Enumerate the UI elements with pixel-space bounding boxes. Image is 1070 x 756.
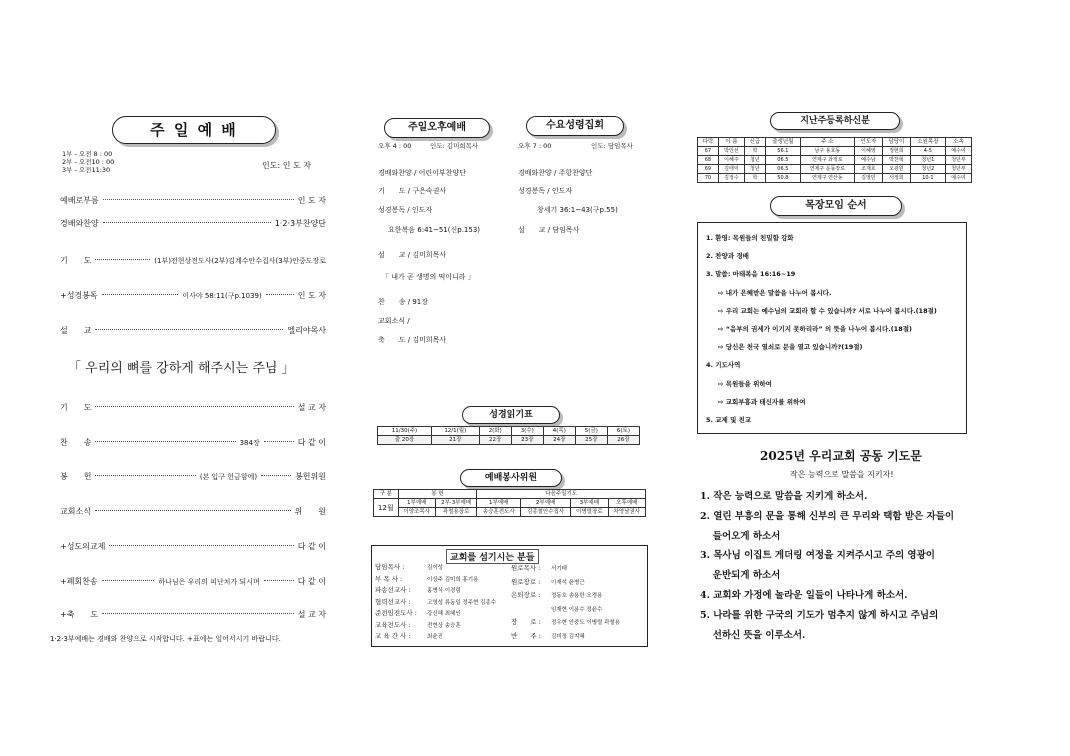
leader-dots <box>261 474 291 476</box>
reading-chapter: 23장 <box>511 436 543 445</box>
committee-member: 곽철용장로 <box>435 508 476 517</box>
order-detail: (본 입구 헌금함에) <box>199 473 258 481</box>
reading-day: 3(수) <box>511 427 543 436</box>
bible-reading-table <box>377 426 640 445</box>
servant-row <box>511 603 620 617</box>
cell-item: ⇨ 교회부흥과 태신자를 위하여 <box>718 397 806 406</box>
footnote: 1·2·3부예배는 경배와 찬양으로 시작합니다. +표에는 일어서시기 바랍니다. <box>50 635 281 643</box>
order-person: 설 교 자 <box>297 403 326 412</box>
wednesday-line: 창세기 36:1~43(구p.55) <box>537 206 618 214</box>
cell-item: ⇨ 우리 교회는 예수님의 교회라 할 수 있습니까? 서로 나누어 봅시다.(18절) <box>718 306 937 315</box>
prayer-line: 4. 교회와 가정에 놀라운 일들이 나타나게 하소서. <box>700 589 908 601</box>
order-row <box>60 609 326 620</box>
newcomer-header: 다락 <box>698 138 719 147</box>
wednesday-leader: 인도: 담임목사 <box>591 142 633 150</box>
committee-subhead: 2부예배 <box>521 499 571 508</box>
servant-row <box>511 616 620 630</box>
committee-subhead: 3부예배 <box>571 499 608 508</box>
order-row <box>60 290 326 301</box>
servants-right <box>511 562 620 643</box>
newcomer-cell: 청년 <box>744 156 765 165</box>
committee-member: 김종철안수집사 <box>521 508 571 517</box>
servant-row <box>375 562 496 574</box>
service-times: 1부 - 오전 8 : 00 2부 - 오전10 : 00 3부 - 오전11:30 <box>62 150 115 174</box>
newcomer-row <box>698 165 972 174</box>
committee-member: 이양조목사 <box>398 508 435 517</box>
newcomer-cell: 연제구 운동장로 <box>800 165 854 174</box>
newcomer-header: 출생년월 <box>765 138 800 147</box>
cell-meeting-box <box>697 222 967 434</box>
servant-names: 정우현 안중도 이병렬 곽철용 <box>551 620 621 626</box>
afternoon-time: 오후 4 : 00 <box>378 142 412 150</box>
committee-member: 송승훈전도사 <box>477 508 521 517</box>
newcomer-cell: 조재호 <box>854 165 882 174</box>
servant-role: 장 로 : <box>511 618 541 626</box>
reading-chapter: 출 20장 <box>378 436 432 445</box>
newcomer-cell: 50.8 <box>765 174 800 183</box>
cell-item: ⇨ “음부의 권세가 이기지 못하리라” 의 뜻을 나누어 봅시다.(18절) <box>718 324 912 333</box>
newcomer-row <box>698 174 972 183</box>
servant-names: 정동호 송용한 오경용 <box>551 593 603 599</box>
newcomer-cell: 이혜영 <box>854 147 882 156</box>
cell-item: ⇨ 목원들을 위하여 <box>718 379 772 388</box>
leader-dots <box>264 579 294 581</box>
order-label: +폐회찬송 <box>60 577 98 586</box>
prayer-line: 1. 작은 능력으로 말씀을 지키게 하소서. <box>700 491 868 502</box>
order-person: 엘리야목사 <box>287 326 326 335</box>
newcomer-cell: 연제구 과정로 <box>800 156 854 165</box>
cell-item: 4. 기도사역 <box>706 361 741 370</box>
prayer-title: 2025년 우리교회 공동 기도문 <box>760 449 922 463</box>
reading-day: 2(화) <box>479 427 511 436</box>
newcomer-cell: 청년1 <box>910 156 945 165</box>
newcomer-cell: 연제구 연산동 <box>800 174 854 183</box>
order-row <box>60 506 326 517</box>
newcomer-cell: 청년부 <box>945 165 971 174</box>
cell-item: 5. 교제 및 친교 <box>706 415 752 424</box>
order-person: 다 같 이 <box>297 577 326 586</box>
servant-row <box>375 608 496 620</box>
servant-row <box>511 562 620 576</box>
main-service-title: 주 일 예 배 <box>112 116 276 144</box>
order-row <box>60 576 326 587</box>
servant-names: 서기태 <box>551 566 567 572</box>
wednesday-line: 성경봉독 / 인도자 <box>518 187 573 195</box>
cell-item: 3. 말씀: 마태복음 16:16~19 <box>706 270 796 279</box>
leader-dots <box>109 544 293 546</box>
afternoon-line: 경배와찬양 / 어린이부찬양단 <box>378 169 466 177</box>
afternoon-line: 설 교 / 김미희목사 <box>378 251 447 259</box>
order-detail: (1부)전현상전도사(2부)김계수안수집사(3부)안중도장로 <box>154 257 326 265</box>
order-row <box>60 255 326 266</box>
committee-subhead: 2부·3부예배 <box>435 499 476 508</box>
newcomer-cell: 10-1 <box>910 174 945 183</box>
servants-left <box>375 562 496 643</box>
prayer-line: 3. 목사님 이집트 게더링 여정을 지켜주시고 주의 영광이 <box>700 550 935 562</box>
newcomer-cell: 69 <box>698 165 719 174</box>
leader-dots <box>264 440 294 442</box>
newcomer-cell: 예수여 <box>945 147 971 156</box>
servants-box <box>371 545 648 647</box>
afternoon-line: 찬 송 / 91장 <box>378 298 429 306</box>
leader-dots <box>95 440 235 442</box>
order-label: 찬 송 <box>60 438 92 447</box>
leader-dots <box>102 579 155 581</box>
servant-names: 전현상 송승훈 <box>427 622 461 629</box>
wednesday-time: 오후 7 : 00 <box>518 142 552 150</box>
servant-row <box>375 585 496 597</box>
prayer-line: 들어오게 하소서 <box>700 530 781 542</box>
newcomer-cell: 학 <box>744 174 765 183</box>
cell-meeting-title: 목장모임 순서 <box>770 196 902 216</box>
afternoon-line: 요한복음 6:41~51(신p.153) <box>388 226 481 234</box>
newcomer-cell: 박인선 <box>718 147 744 156</box>
reading-chapter: 26장 <box>607 436 639 445</box>
order-row <box>60 541 326 552</box>
newcomer-cell: 박찬혁 <box>882 156 910 165</box>
servant-role: 준전임전도사 : <box>375 609 417 617</box>
servant-role: 협력선교사 : <box>375 597 411 606</box>
newcomer-cell: 김정수 <box>718 174 744 183</box>
order-person: 다 같 이 <box>297 438 326 447</box>
order-person: 인 도 자 <box>297 196 326 205</box>
cell-item: ⇨ 내가 은혜받은 말씀을 나누어 봅시다. <box>718 288 832 297</box>
servant-role: 파송선교사 : <box>375 586 411 594</box>
leader-dots <box>95 509 291 511</box>
servant-row <box>375 574 496 586</box>
afternoon-line: 축 도 / 김미희목사 <box>378 336 447 344</box>
order-person: 봉헌위원 <box>295 472 326 481</box>
leader-dots <box>103 221 271 223</box>
newcomer-header: 담당이 <box>882 138 910 147</box>
newcomers-title: 지난주등록하신분 <box>770 112 900 130</box>
newcomer-cell: 학 <box>744 147 765 156</box>
leader-dots <box>95 258 150 260</box>
servant-role: 부 목 사 : <box>375 574 403 583</box>
prayer-line: 운반되게 하소서 <box>700 570 781 582</box>
servant-row <box>511 589 620 603</box>
newcomer-cell: 김영민 <box>854 174 882 183</box>
committee-title: 예배봉사위원 <box>460 469 562 487</box>
reading-chapter: 21장 <box>431 436 479 445</box>
leader-dots <box>102 293 179 295</box>
servant-role: 담임목사 : <box>375 563 405 571</box>
leader-dots <box>95 328 283 330</box>
newcomer-cell: 56.1 <box>765 147 800 156</box>
committee-table: 구 분 봉 헌 다음주일기도 12월 1부예배 2부·3부예배 1부예배 2부예배 3부예배 오후예배 이양조목사 곽철용장로 송승훈전도사 김종철안수집사 이병렬장로 차영남권사 <box>373 489 646 517</box>
order-label: 경배와찬양 <box>60 219 99 228</box>
newcomer-cell: 68 <box>698 156 719 165</box>
order-person: 1·2·3부찬양단 <box>274 219 326 228</box>
leader-dots <box>95 405 293 407</box>
newcomer-cell: 정현희 <box>882 147 910 156</box>
reading-day: 6(토) <box>607 427 639 436</box>
newcomer-header: 이 름 <box>718 138 744 147</box>
wednesday-line: 설 교 / 담임목사 <box>518 226 580 234</box>
reading-day: 12/1(월) <box>431 427 479 436</box>
order-person: 다 같 이 <box>297 542 326 551</box>
bible-reading-title: 성경읽기표 <box>462 406 560 424</box>
servant-role: 원로장로 : <box>511 577 541 586</box>
order-row <box>60 218 326 229</box>
prayer-subtitle: 작은 능력으로 말씀을 지키자! <box>790 470 894 479</box>
committee-subhead: 1부예배 <box>477 499 521 508</box>
prayer-line: 선하신 뜻을 이루소서. <box>700 629 806 641</box>
leader-dots <box>103 198 294 200</box>
order-row <box>60 402 326 413</box>
reading-chapter: 25장 <box>575 436 607 445</box>
newcomer-cell: 이혜주 <box>718 156 744 165</box>
prayer-line: 5. 나라를 위한 구국의 기도가 멈추지 않게 하시고 주님의 <box>700 609 939 621</box>
order-person: 설 교 자 <box>297 610 326 619</box>
prayer-line: 2. 열린 부흥의 문을 통해 신부의 큰 무리와 택함 받은 자들이 <box>700 510 955 522</box>
newcomer-cell: 4-5 <box>910 147 945 156</box>
cell-item: ⇨ 당신은 천국 열쇠로 문을 열고 있습니까?(19절) <box>718 343 863 352</box>
wednesday-service-title: 수요성령집회 <box>526 116 624 136</box>
newcomer-row <box>698 147 972 156</box>
servants-title: 교회를 섬기시는 분들 <box>446 549 539 564</box>
newcomer-cell: 06.5 <box>765 165 800 174</box>
cell-item: 2. 찬양과 경배 <box>706 252 749 261</box>
order-label: +성도의교제 <box>60 542 106 551</box>
servant-row <box>375 597 496 609</box>
order-row <box>60 471 326 482</box>
wednesday-line: 경배와찬양 / 주항찬양단 <box>518 169 593 177</box>
servant-row <box>511 576 620 590</box>
afternoon-leader: 인도: 김미희목사 <box>430 142 479 150</box>
newcomer-header: 신급 <box>744 138 765 147</box>
newcomer-cell: 청년 <box>744 165 765 174</box>
sermon-title: 「 우리의 뼈를 강하게 해주시는 주님 」 <box>68 361 295 376</box>
order-person: 위 원 <box>294 507 326 516</box>
reading-day: 5(금) <box>575 427 607 436</box>
newcomer-cell: 서정희 <box>882 174 910 183</box>
leader-dots <box>266 293 294 295</box>
newcomer-cell: 청년2 <box>910 165 945 174</box>
servant-role: 교 육 간 사 : <box>375 632 411 640</box>
order-label: 기 도 <box>60 256 92 265</box>
newcomer-header: 주 소 <box>800 138 854 147</box>
afternoon-line: 기 도 / 구은숙권사 <box>378 187 447 195</box>
order-label: 예배로부름 <box>60 196 99 205</box>
newcomer-cell: 예수남 <box>854 156 882 165</box>
reading-chapter: 24장 <box>543 436 575 445</box>
servant-row <box>375 631 496 643</box>
committee-subhead: 오후예배 <box>608 499 645 508</box>
order-label: 봉 헌 <box>60 472 92 481</box>
servant-names: 강신혜 최혜인 <box>427 611 461 617</box>
servant-names: 김미정 김지혜 <box>551 633 585 640</box>
servant-role: 반 주 : <box>511 631 541 640</box>
order-label: 설 교 <box>60 326 92 335</box>
newcomer-header: 인도자 <box>854 138 882 147</box>
newcomer-cell: 70 <box>698 174 719 183</box>
newcomer-cell: 청년부 <box>945 156 971 165</box>
newcomers-table <box>697 137 972 183</box>
servant-names: 김이성 <box>427 565 443 571</box>
order-person: 인 도 자 <box>297 291 326 300</box>
newcomer-header: 소원목장 <box>910 138 945 147</box>
afternoon-service-title: 주일오후예배 <box>384 118 490 138</box>
reading-day: 4(목) <box>543 427 575 436</box>
servant-role: 원로목사 : <box>511 564 541 572</box>
committee-member: 이병렬장로 <box>571 508 608 517</box>
committee-subhead: 1부예배 <box>398 499 435 508</box>
newcomer-cell: 67 <box>698 147 719 156</box>
newcomer-cell: 김태익 <box>718 165 744 174</box>
servant-role: 은퇴장로 : <box>511 591 541 599</box>
newcomer-cell: 오광원 <box>882 165 910 174</box>
servant-role: 교육전도사 : <box>375 620 411 629</box>
leader-dots <box>102 612 294 614</box>
order-row <box>60 325 326 336</box>
servant-names: 이상주 김미희 홍기용 <box>427 576 479 583</box>
servant-names: 고영성 류동일 정주현 김종수 <box>427 599 497 606</box>
order-row <box>60 195 326 206</box>
newcomer-cell: 남구 용호동 <box>800 147 854 156</box>
order-label: 기 도 <box>60 403 92 412</box>
order-row <box>60 437 326 448</box>
order-detail: 하나님은 우리의 피난처가 되시며 <box>158 578 260 586</box>
afternoon-line: 「 내가 곧 생명의 떡이니라 」 <box>382 273 475 281</box>
servant-names: 이재석 윤병근 <box>551 579 585 586</box>
cell-item: 1. 환영: 목원들의 친밀함 강화 <box>706 234 794 242</box>
servant-row <box>375 620 496 632</box>
order-detail: 384장 <box>239 439 260 447</box>
servant-names: 홍병식·이경림 <box>427 588 461 594</box>
servant-names: 임재현 이용수 정윤수 <box>551 606 603 613</box>
newcomer-row <box>698 156 972 165</box>
servant-names: 최윤진 <box>427 634 443 640</box>
order-detail: 이사야 58:11(구p.1039) <box>182 292 262 300</box>
reading-day: 11/30(주) <box>378 427 432 436</box>
afternoon-line: 성경봉독 / 인도자 <box>378 206 433 214</box>
newcomer-cell: 06.5 <box>765 156 800 165</box>
order-label: +성경봉독 <box>60 291 98 300</box>
leader-dots <box>95 474 195 476</box>
afternoon-line: 교회소식 / <box>378 317 410 325</box>
order-label: +축 도 <box>60 610 99 619</box>
prayer-lines <box>700 487 954 645</box>
servant-row <box>511 630 620 644</box>
order-label: 교회소식 <box>60 507 91 516</box>
main-leader: 인도: 인 도 자 <box>262 161 311 170</box>
newcomer-header: 소속 <box>945 138 971 147</box>
reading-chapter: 22장 <box>479 436 511 445</box>
newcomer-cell: 예수여 <box>945 174 971 183</box>
committee-member: 차영남권사 <box>608 508 645 517</box>
